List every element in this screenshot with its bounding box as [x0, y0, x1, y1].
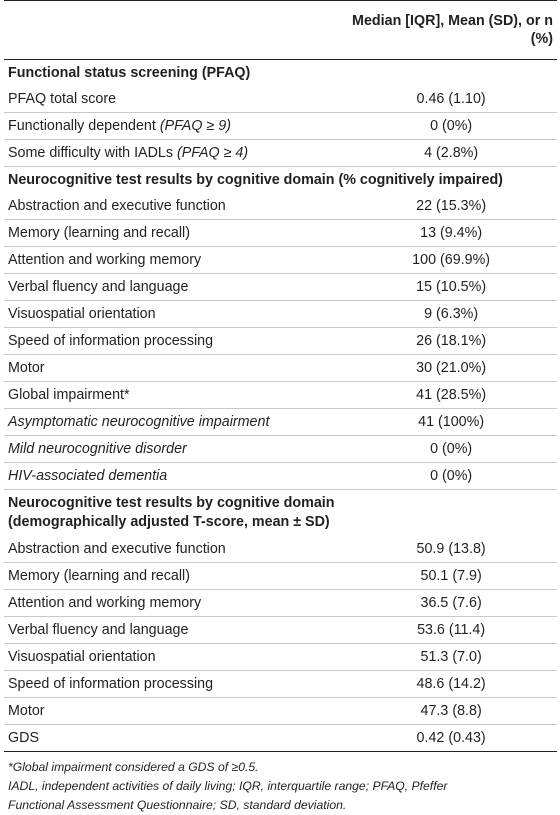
row-value: 26 (18.1%): [345, 328, 557, 355]
section-header-row: [4, 490, 557, 537]
table-row: [4, 698, 557, 725]
table-row: [4, 220, 557, 247]
table-row: [4, 328, 557, 355]
row-value: 0 (0%): [345, 113, 557, 140]
table-row: [4, 644, 557, 671]
row-label: Memory (learning and recall): [4, 563, 345, 590]
row-label: Abstraction and executive function: [4, 536, 345, 563]
row-value: 36.5 (7.6): [345, 590, 557, 617]
row-label: Asymptomatic neurocognitive impairment: [4, 409, 345, 436]
row-value: 100 (69.9%): [345, 247, 557, 274]
row-label: Mild neurocognitive disorder: [4, 436, 345, 463]
row-value: 48.6 (14.2): [345, 671, 557, 698]
footnote-abbreviations-cont: Functional Assessment Questionnaire; SD, standard deviation.: [8, 798, 347, 812]
row-label: Motor: [4, 355, 345, 382]
section-title-impaired: Neurocognitive test results by cognitive domain (% cognitively impaired): [8, 172, 503, 188]
row-label: [4, 113, 345, 140]
row-value: 53.6 (11.4): [345, 617, 557, 644]
results-table: [4, 0, 557, 752]
row-label: Attention and working memory: [4, 590, 345, 617]
row-value: 50.9 (13.8): [345, 536, 557, 563]
row-label: Abstraction and executive function: [4, 193, 345, 220]
table-row: [4, 436, 557, 463]
row-label: Verbal fluency and language: [4, 274, 345, 301]
row-label-italic: (PFAQ ≥ 9): [159, 118, 231, 134]
row-label: Global impairment*: [4, 382, 345, 409]
section-title-functional: Functional status screening (PFAQ): [8, 65, 251, 81]
table-row: [4, 463, 557, 490]
table-row: [4, 590, 557, 617]
table-row: [4, 536, 557, 563]
row-value: 41 (100%): [345, 409, 557, 436]
section-header-row: [4, 60, 557, 87]
row-label: Memory (learning and recall): [4, 220, 345, 247]
row-value: 47.3 (8.8): [345, 698, 557, 725]
row-value: 50.1 (7.9): [345, 563, 557, 590]
section-title-line: (demographically adjusted T-score, mean ± SD): [8, 514, 330, 530]
row-label: Visuospatial orientation: [4, 301, 345, 328]
table-row: [4, 274, 557, 301]
row-label-italic: (PFAQ ≥ 4): [176, 145, 249, 161]
table-row: [4, 301, 557, 328]
row-value: 0.46 (1.10): [345, 86, 557, 113]
row-label-main: Some difficulty with IADLs: [8, 145, 177, 161]
row-value: 4 (2.8%): [345, 140, 557, 167]
row-value: 15 (10.5%): [345, 274, 557, 301]
table-row: [4, 563, 557, 590]
row-label: PFAQ total score: [4, 86, 345, 113]
table-header-row: [4, 1, 557, 60]
row-value: 0 (0%): [345, 463, 557, 490]
table-row: [4, 193, 557, 220]
header-empty-cell: [4, 1, 345, 60]
header-value-column: Median [IQR], Mean (SD), or n (%): [345, 1, 557, 60]
row-label-main: Functionally dependent: [8, 118, 160, 134]
row-label: [4, 140, 345, 167]
row-label: Motor: [4, 698, 345, 725]
footnote-global-impairment: *Global impairment considered a GDS of ≥0.5.: [8, 760, 259, 774]
row-label: Speed of information processing: [4, 671, 345, 698]
row-label: GDS: [4, 725, 345, 752]
row-value: 13 (9.4%): [345, 220, 557, 247]
row-label: HIV-associated dementia: [4, 463, 345, 490]
table-row: [4, 382, 557, 409]
row-value: 51.3 (7.0): [345, 644, 557, 671]
row-value: 30 (21.0%): [345, 355, 557, 382]
row-label: Speed of information processing: [4, 328, 345, 355]
row-value: 0.42 (0.43): [345, 725, 557, 752]
section-header-row: [4, 167, 557, 194]
table-row: [4, 113, 557, 140]
table-row: [4, 671, 557, 698]
table-row: [4, 140, 557, 167]
row-value: 9 (6.3%): [345, 301, 557, 328]
row-label: Verbal fluency and language: [4, 617, 345, 644]
section-title-tscore: [4, 490, 557, 537]
section-title-line: Neurocognitive test results by cognitive domain: [8, 495, 335, 511]
table-row: [4, 725, 557, 752]
table-row: [4, 86, 557, 113]
footnote-abbreviations: IADL, independent activities of daily living; IQR, interquartile range; PFAQ, Pfeffer: [8, 779, 448, 793]
table-row: [4, 355, 557, 382]
table-row: [4, 247, 557, 274]
table-row: [4, 617, 557, 644]
row-value: 0 (0%): [345, 436, 557, 463]
row-label: Visuospatial orientation: [4, 644, 345, 671]
table-footnotes: [4, 752, 557, 815]
table-row: [4, 409, 557, 436]
row-value: 41 (28.5%): [345, 382, 557, 409]
row-label: Attention and working memory: [4, 247, 345, 274]
row-value: 22 (15.3%): [345, 193, 557, 220]
